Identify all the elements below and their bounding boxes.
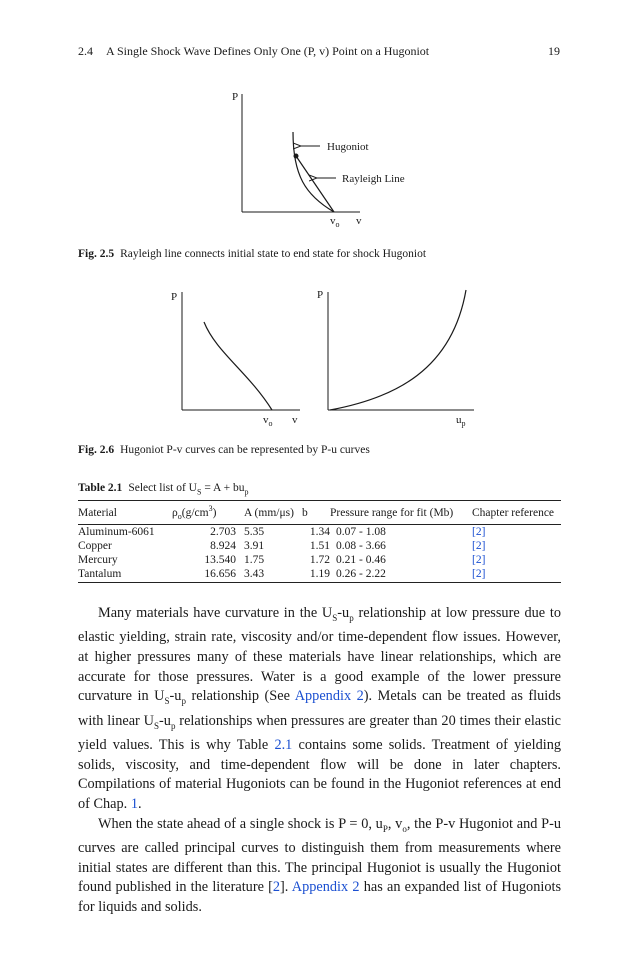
table-row xyxy=(78,539,561,553)
table-title-sub2: p xyxy=(244,487,249,497)
cell-a: 3.43 xyxy=(236,567,302,583)
table-title-sub: S xyxy=(196,487,202,497)
figure-2-5 xyxy=(232,91,405,229)
fig26-right-y-label: P xyxy=(317,289,324,301)
fig26-left-vo-label: $v_o$ xyxy=(263,414,273,428)
table-2-1-title xyxy=(78,482,248,496)
body-text xyxy=(78,604,561,917)
chapter-1-link[interactable]: 1 xyxy=(130,795,138,812)
col-material: Material xyxy=(78,501,166,525)
table-header-row xyxy=(78,501,561,525)
paragraph-2: When the state ahead of a single shock is P = 0, $u_P$, $v_o$, the P-v Hugoniot and P-u curves are called principal curves to distinguish them from measurements where initial states are different than this. The principal Hugoniot is usually the Hugoniot found published in the literature [2]. Appendix 2 has an expanded list of Hugoniots for liquids and solids. xyxy=(78,815,562,915)
cell-rho: 13.540 xyxy=(204,554,236,567)
cell-a: 3.91 xyxy=(244,540,265,553)
page-number: 19 xyxy=(548,44,560,58)
fig26-right-x-label: $u_p$ xyxy=(456,414,466,428)
table-row xyxy=(78,553,561,567)
running-header-title: A Single Shock Wave Defines Only One (P, v) Point on a Hugoniot xyxy=(106,44,430,58)
fig26-right-pu-curve xyxy=(330,290,466,410)
fig-2-5-caption-label: Fig. 2.5 xyxy=(78,248,115,260)
appendix-2-link[interactable]: Appendix 2 xyxy=(294,688,364,705)
cell-b: 1.72 xyxy=(309,554,330,567)
col-rho: $\rho_o(g/cm^3)$ xyxy=(166,501,236,525)
fig25-rayleigh-line xyxy=(296,156,334,212)
table-row xyxy=(78,525,561,540)
table-title-mid: = A + bu xyxy=(201,482,245,494)
cell-ref[interactable]: [2] xyxy=(472,540,486,553)
cell-material: Tantalum xyxy=(78,567,166,583)
reference-2-link[interactable]: 2 xyxy=(272,879,281,896)
cell-material: Copper xyxy=(78,540,112,553)
fig-2-5-caption xyxy=(78,248,426,260)
table-title-text: Select list of U xyxy=(128,482,197,494)
cell-rho: 2.703 xyxy=(210,526,236,539)
fig-2-6-caption-label: Fig. 2.6 xyxy=(78,444,115,456)
figure-2-6-right xyxy=(317,289,474,428)
table-2-1 xyxy=(78,500,561,583)
cell-range: 0.08 - 3.66 xyxy=(336,540,386,553)
cell-b: 1.19 xyxy=(302,567,330,583)
fig26-left-x-label: v xyxy=(292,414,298,426)
fig-2-6-caption-text: Hugoniot P-v curves can be represented by P-u curves xyxy=(120,444,370,456)
cell-b: 1.34 xyxy=(309,526,330,539)
cell-range: 0.21 - 0.46 xyxy=(336,554,386,567)
fig-2-6-caption xyxy=(78,444,370,456)
table-2-1-link[interactable]: 2.1 xyxy=(274,737,293,754)
fig25-state-point xyxy=(294,154,299,159)
table-2-1-label: Table 2.1 xyxy=(78,482,123,494)
cell-material: Mercury xyxy=(78,554,118,567)
table-row xyxy=(78,567,561,583)
appendix-2-link-2[interactable]: Appendix 2 xyxy=(291,879,360,896)
figure-2-6-left xyxy=(171,291,300,428)
fig25-hugoniot-label: Hugoniot xyxy=(327,141,369,153)
cell-a: 1.75 xyxy=(244,554,265,567)
col-chapter: Chapter reference xyxy=(472,501,561,525)
paragraph-1: Many materials have curvature in the $U_S-u_p$ relationship at low pressure due to elastic yielding, strain rate, viscosity and/or time-dependent flow issues. However, at higher pressures many of these materials have linear relationships, which are accurate for those pressures. Water is a good example of the lower pressure curvature in $U_S-u_p$ relationship (See Appendix 2). Metals can be treated as fluids with linear $U_S-u_p$ relationships when pressures are greater than 20 times their elastic yield values. This is why Table 2.1 contains some solids. Treatment of yielding solids, viscosity, and time-dependent flow will be done in later chapters. Compilations of material Hugoniots can be found in the Hugoniot references at end of Chap. 1. xyxy=(78,605,561,812)
fig26-left-hugoniot-curve xyxy=(204,322,272,410)
fig25-y-label: P xyxy=(232,91,239,103)
running-header-section: 2.4 xyxy=(78,44,93,58)
fig26-left-y-label: P xyxy=(171,291,178,303)
col-range: Pressure range for fit (Mb) xyxy=(330,501,472,525)
cell-ref[interactable]: [2] xyxy=(472,526,486,539)
cell-rho: 16.656 xyxy=(166,567,236,583)
fig25-vo-label: $v_o$ xyxy=(330,215,340,229)
cell-material: Aluminum-6061 xyxy=(78,526,155,539)
cell-a: 5.35 xyxy=(244,526,265,539)
cell-ref[interactable]: [2] xyxy=(472,567,561,583)
fig-2-5-caption-text: Rayleigh line connects initial state to end state for shock Hugoniot xyxy=(120,248,427,260)
cell-rho: 8.924 xyxy=(210,540,236,553)
cell-range: 0.07 - 1.08 xyxy=(336,526,386,539)
col-b: b xyxy=(302,501,330,525)
cell-b: 1.51 xyxy=(309,540,330,553)
cell-range: 0.26 - 2.22 xyxy=(330,567,472,583)
figures-svg xyxy=(0,0,638,460)
cell-ref[interactable]: [2] xyxy=(472,554,486,567)
fig25-rayleigh-label: Rayleigh Line xyxy=(342,173,405,185)
fig25-x-label: v xyxy=(356,215,362,227)
col-a: A (mm/μs) xyxy=(236,501,302,525)
